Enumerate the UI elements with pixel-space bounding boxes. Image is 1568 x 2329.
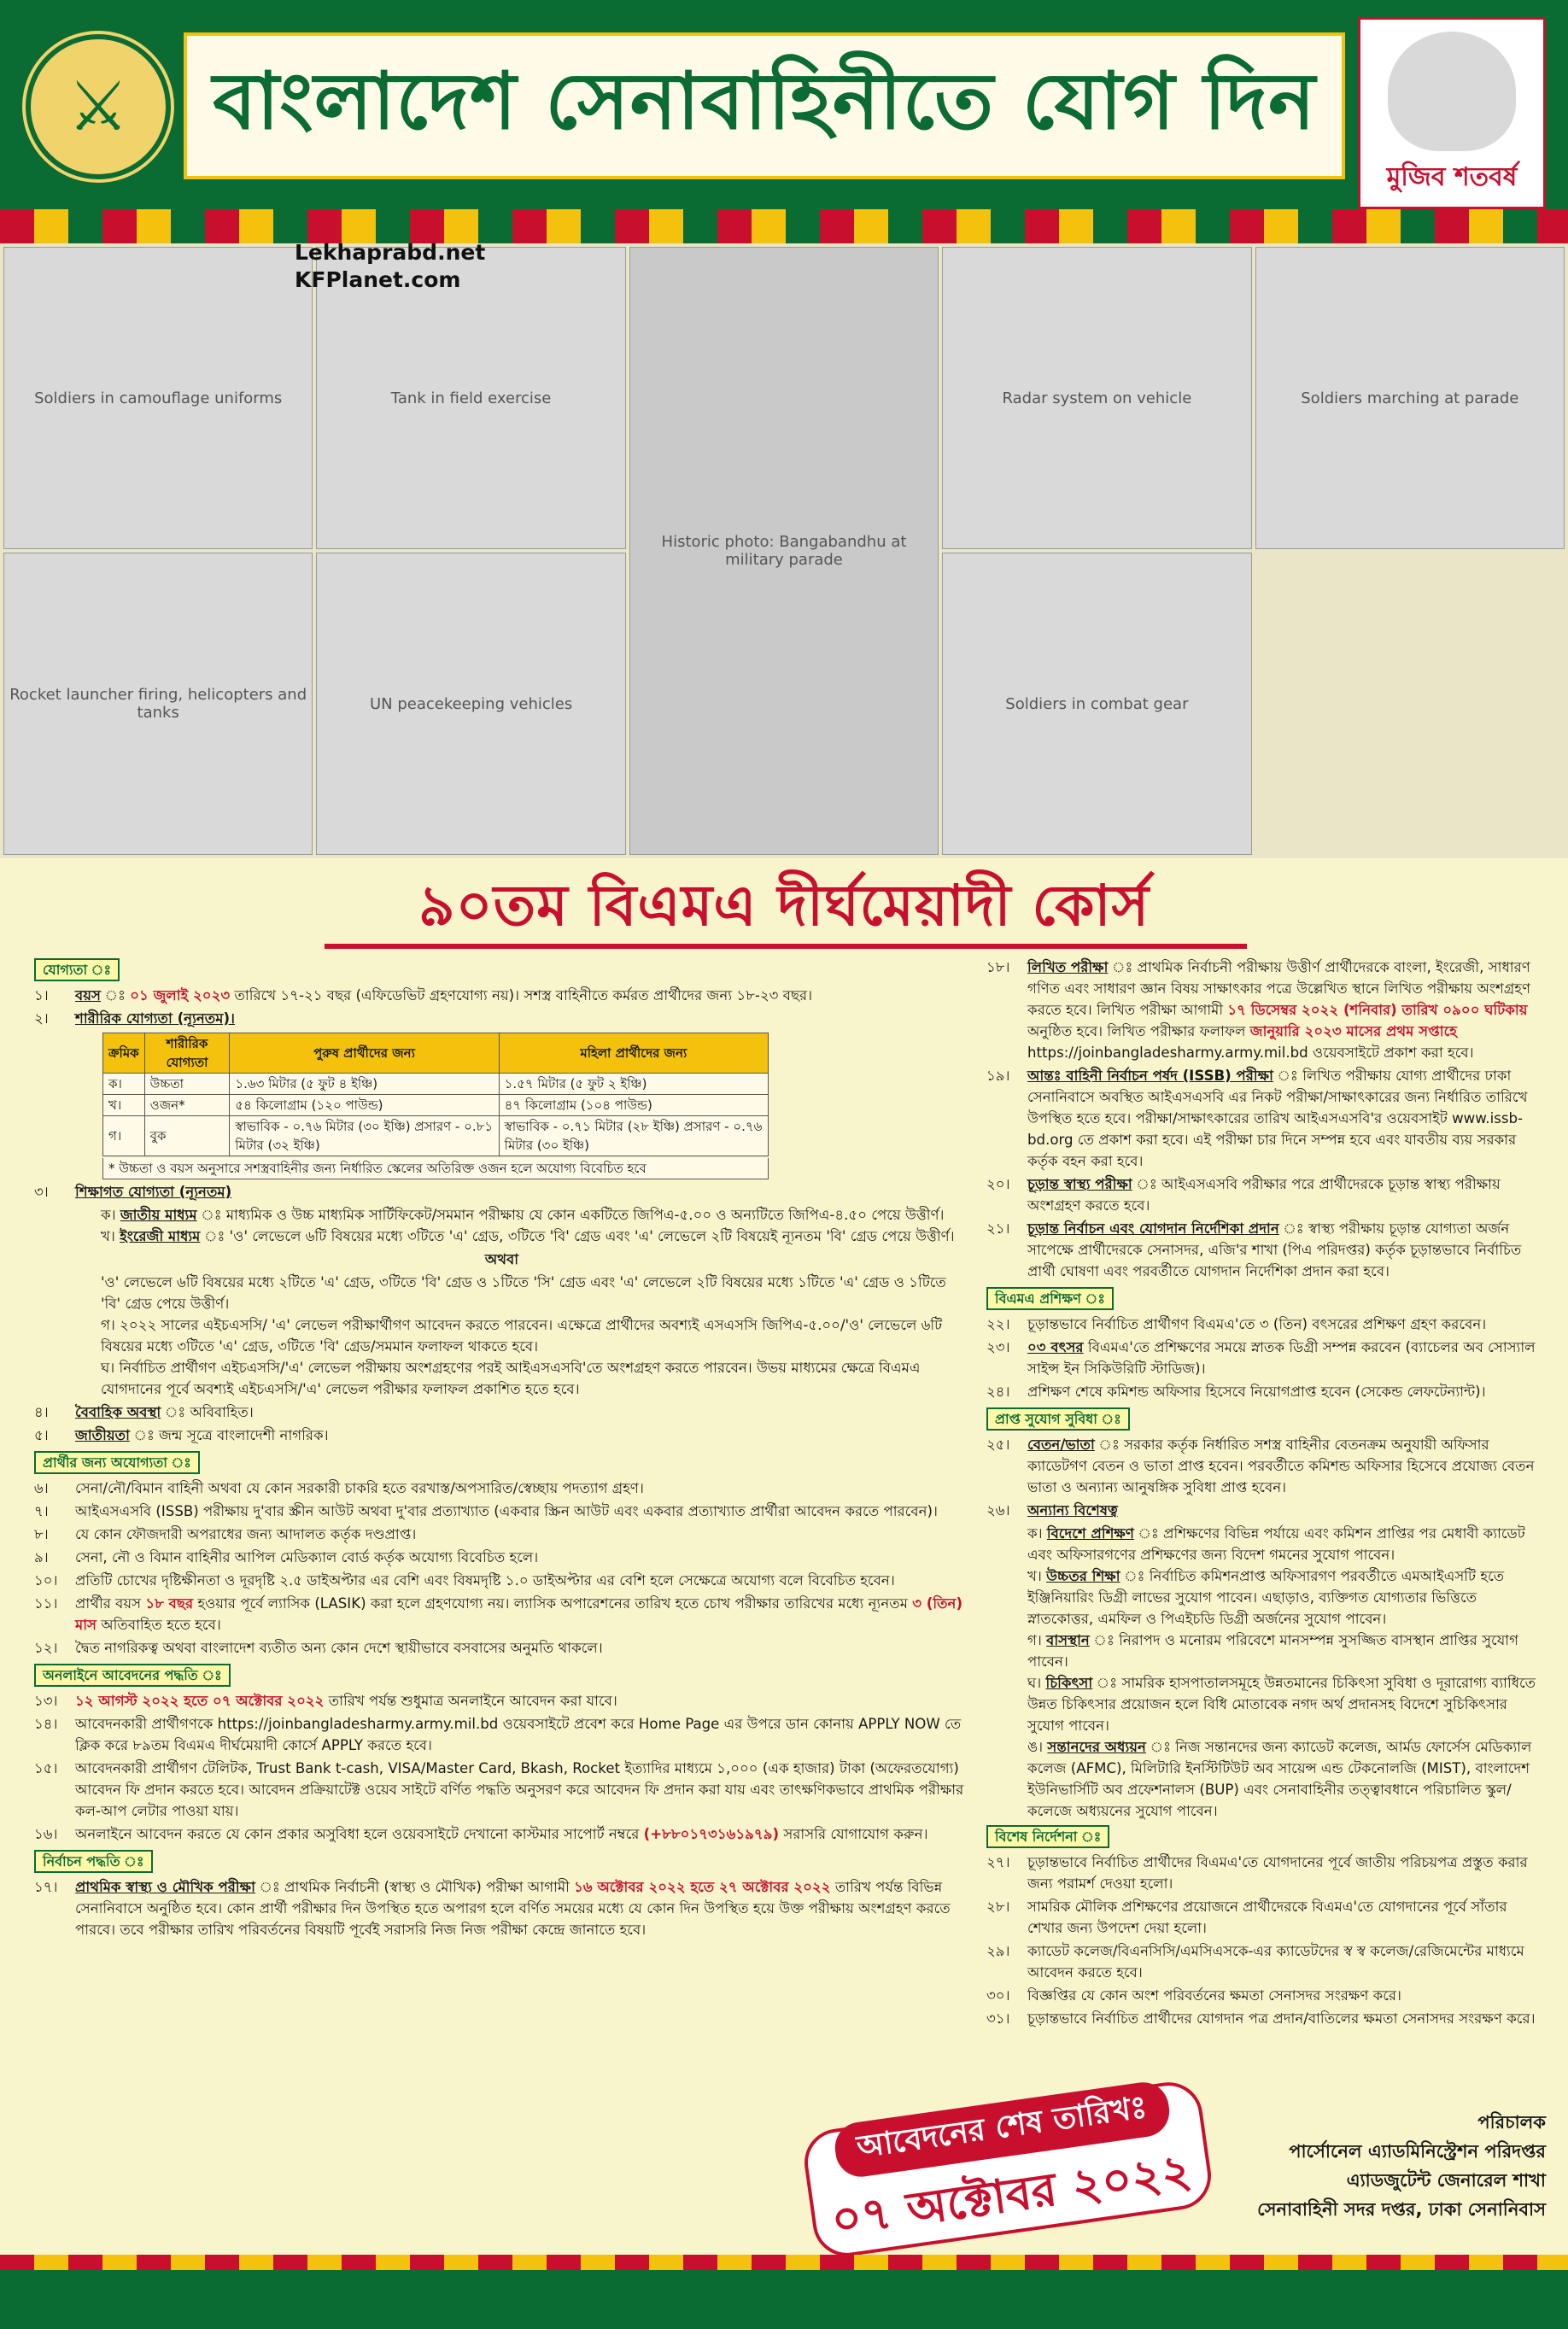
national-medium-text: মাধ্যমিক ও উচ্চ মাধ্যমিক সার্টিফিকেট/সমমান পরীক্ষায় যে কোন একটিতে জিপিএ-৫.০০ ও অন্যটিতে জিপিএ-৪.৫০ পেয়ে উত্তীর্ণ। xyxy=(225,1207,945,1223)
item-number: ২০। xyxy=(986,1176,1010,1192)
benefit-housing: গ। বাসস্থান ঃ নিরাপদ ও মনোরম পরিবেশে মানসম্পন্ন সুসজ্জিত বাসস্থান প্রাপ্তির সুযোগ পাবেন। xyxy=(1027,1632,1518,1670)
item-number: ২। xyxy=(34,1010,49,1027)
photo-caption: Radar system on vehicle xyxy=(1002,389,1192,407)
photo-caption: Tank in field exercise xyxy=(390,389,552,407)
deadline-date: ০৭ অক্টোবর ২০২২ xyxy=(828,2143,1195,2247)
education-result-note: ঘ। নির্বাচিত প্রার্থীগণ এইচএসসি/'এ' লেভেল পরীক্ষায় অংশগ্রহণের পরই আইএসএসবি'তে অংশগ্রহণ করতে পারবেন। উভয় মাধ্যমের ক্ষেত্রে বিএমএ যোগদানের পূর্বে অবশ্যই এইচএসসি/'এ' লেভেল পরীক্ষার ফলাফল প্রকাশিত হতে হবে। xyxy=(101,1360,921,1397)
section-special-instructions: বিশেষ নির্দেশনা ঃ xyxy=(986,1825,1109,1848)
list-item xyxy=(34,1401,969,1423)
medical-text: সামরিক হাসপাতালসমূহে উন্নতমানের চিকিৎসা সুবিধা ও দূরারোগ্য ব্যাধিতে উন্নত চিকিৎসার প্রয়োজন হলে বিধি মোতাবেক নগদ অর্থ প্রদানসহ বিদেশে সুচিকিৎসার সুযোগ পাবেন। xyxy=(1027,1675,1536,1734)
portrait-image xyxy=(1388,32,1516,151)
item-number: ১৮। xyxy=(986,959,1010,975)
list-item xyxy=(986,1337,1542,1379)
item-text: লিখিত পরীক্ষা ঃ প্রাথমিক নির্বাচনী পরীক্ষায় উত্তীর্ণ প্রার্থীদেরকে বাংলা, ইংরেজী, সাধারণ গণিত এবং সাধারণ জ্ঞান বিষয় সাক্ষাৎকার পত্রে উল্লেখিত স্থানে লিখিত পরীক্ষায় অংশগ্রহণ করতে হবে। লিখিত পরীক্ষা আগামী ১৭ ডিসেম্বর ২০২২ (শনিবার) তারিখ ০৯০০ ঘটিকায় অনুষ্ঠিত হবে। লিখিত পরীক্ষার ফলাফল জানুয়ারি ২০২৩ মাসের প্রথম সপ্তাহে https://joinbangladesharmy.army.mil.bd ওয়েবসাইটে প্রকাশ করা হবে। xyxy=(1027,959,1530,1061)
marital-text: অবিবাহিত। xyxy=(190,1404,254,1420)
list-item xyxy=(986,1896,1542,1939)
item-text xyxy=(75,1823,969,1845)
item-number: ৩। xyxy=(34,1184,49,1200)
item-text: চূড়ান্তভাবে নির্বাচিত প্রার্থীদের বিএমএ'তে যোগদানের পূর্বে জাতীয় পরিচয়পত্র প্রস্তুত করার জন্য পরামর্শ দেওয়া হলো। xyxy=(1027,1854,1528,1892)
table-row xyxy=(103,1095,769,1116)
item-text: জাতীয়তা ঃ জন্ম সূত্রে বাংলাদেশী নাগরিক। xyxy=(75,1427,329,1443)
item-number: ৩১। xyxy=(986,2010,1010,2027)
photo-artillery xyxy=(3,553,313,855)
issb-text: লিখিত পরীক্ষায় যোগ্য প্রার্থীদের ঢাকা সেনানিবাসে অবস্থিত আইএসএসবি এর নিকট পরীক্ষা/সাক্ষাৎকারের জন্য নির্ধারিত তারিখে উপস্থিত হতে হবে। পরীক্ষা/সাক্ষাৎকারের তারিখ আইএসএসবি'র ওয়েবসাইট www.issb-bd.org তে প্রকাশ করা হবে। এই পরীক্ষা চার দিনে সম্পন্ন হবে এবং যাবতীয় ব্যয় সরকার কর্তৃক বহন করা হবে। xyxy=(1027,1068,1528,1169)
table-header-row xyxy=(103,1033,769,1074)
list-item xyxy=(34,1524,969,1545)
national-medium-label: জাতীয় মাধ্যম xyxy=(120,1207,197,1223)
item-number: ১৪। xyxy=(34,1716,58,1732)
table-cell: স্বাভাবিক - ০.৭৬ মিটার (৩০ ইঞ্চি) প্রসারণ - ০.৮১ মিটার (৩২ ইঞ্চি) xyxy=(230,1116,499,1156)
list-item xyxy=(34,1593,969,1636)
list-item xyxy=(34,1425,969,1446)
right-column xyxy=(986,955,1542,2031)
army-emblem-icon: ⚔ xyxy=(26,34,171,179)
item-number: ২৮। xyxy=(986,1899,1010,1915)
item-number: ২৭। xyxy=(986,1854,1010,1870)
item-number: ১০। xyxy=(34,1572,58,1589)
higher-education-text: নির্বাচিত কমিশনপ্রাপ্ত অফিসারগণ পরবর্তীতে এমআইএসটি হতে ইঞ্জিনিয়ারিং ডিগ্রী লাভের সুযোগ পাবেন। এছাড়াও, ব্যক্তিগত যোগ্যতার ভিত্তিতে স্নাতকোত্তর, এমফিল ও পিএইচডি ডিগ্রী অর্জনের সুযোগ পাবেন। xyxy=(1027,1568,1505,1627)
item-number: ১। xyxy=(34,987,49,1004)
item-text: ক্যাডেট কলেজ/বিএনসিসি/এমসিএসকে-এর ক্যাডেটদের স্ব স্ব কলেজ/রেজিমেন্টের মাধ্যমে আবেদন করতে হবে। xyxy=(1027,1943,1524,1981)
children-education-text: নিজ সন্তানদের জন্য ক্যাডেট কলেজ, আর্মড ফোর্সেস মেডিক্যাল কলেজ (AFMC), মিলিটারি ইনস্টিটিউট অব সায়েন্স এন্ড টেকনোলজি (MIST), বাংলাদেশ ইউনিভার্সিটি অব প্রফেশনালস (BUP) এবং সেনাবাহিনীর তত্ত্বাবধানে পরিচালিত স্কুল/কলেজে অধ্যয়নের সুযোগ পাবেন। xyxy=(1027,1739,1532,1819)
list-item xyxy=(34,1181,969,1203)
list-item xyxy=(34,985,969,1006)
course-title-underline xyxy=(325,944,1247,949)
application-period-text: তারিখ পর্যন্ত শুধুমাত্র অনলাইনে আবেদন করা যাবে। xyxy=(328,1693,617,1709)
nationality-label: জাতীয়তা xyxy=(75,1427,130,1443)
list-item xyxy=(986,1065,1542,1172)
item-number: ৬। xyxy=(34,1480,49,1496)
table-cell: ৫৪ কিলোগ্রাম (১২০ পাউন্ড) xyxy=(230,1095,499,1116)
item-text: চূড়ান্তভাবে নির্বাচিত প্রার্থীগণ বিএমএ'তে ৩ (তিন) বৎসরের প্রশিক্ষণ গ্রহণ করবেন। xyxy=(1027,1316,1487,1332)
support-text-1: অনলাইনে আবেদন করতে যে কোন প্রকার অসুবিধা হলে ওয়েবসাইটে দেখানো কাস্টমার সাপোর্ট নম্বরে xyxy=(75,1826,640,1842)
item-number: ৩০। xyxy=(986,1987,1010,2004)
lasik-months: ৩ (তিন) মাস xyxy=(75,1595,963,1633)
issb-label: আন্তঃ বাহিনী নির্বাচন পর্ষদ (ISSB) পরীক্ষা xyxy=(1027,1068,1273,1084)
list-item xyxy=(986,1500,1542,1521)
list-item xyxy=(34,1637,969,1659)
education-label: শিক্ষাগত যোগ্যতা (ন্যূনতম) xyxy=(75,1184,232,1200)
item-text: বেতন/ভাতা ঃ সরকার কর্তৃক নির্ধারিত সশস্ত্র বাহিনীর বেতনক্রম অনুযায়ী অফিসার ক্যাডেটগণ বেতন ও ভাতা প্রাপ্ত হবেন। পরবর্তীতে কমিশন্ড অফিসার হিসেবে প্রযোজ্য বেতন ভাতা ও অন্যান্য আনুষঙ্গিক সুবিধা প্রাপ্ত হবেন। xyxy=(1027,1437,1535,1495)
photo-soldiers xyxy=(3,247,313,549)
table-cell: স্বাভাবিক - ০.৭১ মিটার (২৮ ইঞ্চি) প্রসারণ - ০.৭৬ মিটার (৩০ ইঞ্চি) xyxy=(499,1116,768,1156)
item-text: বৈবাহিক অবস্থা ঃ অবিবাহিত। xyxy=(75,1404,254,1420)
item-number: ২৩। xyxy=(986,1339,1010,1355)
item-number: ৪। xyxy=(34,1404,49,1420)
list-item xyxy=(986,1940,1542,1983)
item-text xyxy=(1027,1337,1542,1379)
photo-combat xyxy=(942,553,1251,855)
deadline-label: আবেদনের শেষ তারিখঃ xyxy=(832,2079,1173,2180)
written-exam-text-1: প্রাথমিক নির্বাচনী পরীক্ষায় উত্তীর্ণ প্রার্থীদেরকে বাংলা, ইংরেজী, সাধারণ গণিত এবং সাধারণ জ্ঞান বিষয় সাক্ষাৎকার পত্রে উল্লেখিত স্থানে লিখিত পরীক্ষায় অংশগ্রহণ করতে হবে। লিখিত পরীক্ষা আগামী xyxy=(1027,959,1530,1018)
section-benefits: প্রাপ্ত সুযোগ সুবিধা ঃ xyxy=(986,1407,1130,1431)
written-result-date: জানুয়ারি ২০২৩ মাসের প্রথম সপ্তাহে xyxy=(1249,1023,1457,1039)
training-text: বিএমএ'তে প্রশিক্ষণের সময়ে স্নাতক ডিগ্রী সম্পন্ন করবেন (ব্যাচেলর অব সোস্যাল সাইন্স ইন সিকিউরিটি স্টাডিজ)। xyxy=(1027,1339,1536,1377)
item-number: ১২। xyxy=(34,1640,58,1656)
item-text: আইএসএসবি (ISSB) পরীক্ষায় দু'বার স্ক্রীন আউট অথবা দু'বার প্রত্যাখ্যাত (একবার স্ক্রিন আউট এবং একবার প্রত্যাখ্যাত প্রার্থীরা আবেদন করতে পারবেন)। xyxy=(75,1503,938,1519)
item-text: বিজ্ঞপ্তির যে কোন অংশ পরিবর্তনের ক্ষমতা সেনাসদর সংরক্ষণ করে। xyxy=(1027,1987,1401,2004)
item-number: ৭। xyxy=(34,1503,49,1519)
age-text: তারিখে ১৭-২১ বছর (এফিডেভিট গ্রহণযোগ্য নয়)। সশস্ত্র বাহিনীতে কর্মরত প্রার্থীদের জন্য ১৮-২৩ বছর। xyxy=(234,987,813,1004)
physical-requirements-table xyxy=(102,1033,769,1156)
lasik-age: ১৮ বছর xyxy=(145,1595,194,1612)
item-number: ১৫। xyxy=(34,1760,58,1776)
footer-stripe xyxy=(0,2255,1568,2329)
item-text: আবেদনকারী প্রার্থীগণ টেলিটক, Trust Bank t-cash, VISA/Master Card, Bkash, Rocket ইত্যাদির মাধ্যমে ১,০০০ (এক হাজার) টাকা (অফেরতযোগ্য) আবেদন ফি প্রদান করতে হবে। আবেদন প্রক্রিয়াটেক্ট ওয়েব সাইটে বর্ণিত পদ্ধতি অনুসরণ করে আবেদন ফি প্রদান করা যায় এবং তাৎক্ষণিকভাবে প্রাথমিক পরীক্ষার কল-আপ লেটার পাওয়া যায়। xyxy=(75,1760,964,1819)
left-column xyxy=(34,955,969,1942)
item-text: প্রাথমিক স্বাস্থ্য ও মৌখিক পরীক্ষা ঃ প্রাথমিক নির্বাচনী (স্বাস্থ্য ও মৌখিক) পরীক্ষা আগামী ১৬ অক্টোবর ২০২২ হতে ২৭ অক্টোবর ২০২২ তারিখ পর্যন্ত বিভিন্ন সেনানিবাসে অনুষ্ঠিত হবে। কোন প্রার্থী পরীক্ষার দিন উপস্থিত হতে অপারগ হলে বর্ণিত সময়ের মধ্যে যে কোন দিন উপস্থিত হয়ে উক্ত পরীক্ষায় অংশগ্রহণ করতে পারবে। তবে পরীক্ষার তারিখ পরিবর্তনের বিষয়টি পূর্বেই সরাসরি নিজ নিজ পরীক্ষা কেন্দ্রে জানাতে হবে। xyxy=(75,1879,951,1938)
medical-label: চিকিৎসা xyxy=(1045,1675,1093,1691)
table-row xyxy=(103,1116,769,1156)
item-number: ২৪। xyxy=(986,1384,1010,1400)
final-medical-label: চূড়ান্ত স্বাস্থ্য পরীক্ষা xyxy=(1027,1176,1132,1192)
preliminary-exam-text-1: প্রাথমিক নির্বাচনী (স্বাস্থ্য ও মৌখিক) পরীক্ষা আগামী xyxy=(284,1879,570,1895)
header-title-box xyxy=(184,32,1345,179)
benefit-higher-education: খ। উচ্চতর শিক্ষা ঃ নির্বাচিত কমিশনপ্রাপ্ত অফিসারগণ পরবর্তীতে এমআইএসটি হতে ইঞ্জিনিয়ারিং ডিগ্রী লাভের সুযোগ পাবেন। এছাড়াও, ব্যক্তিগত যোগ্যতার ভিত্তিতে স্নাতকোত্তর, এমফিল ও পিএইচডি ডিগ্রী অর্জনের সুযোগ পাবেন। xyxy=(1027,1568,1505,1627)
list-item xyxy=(986,1852,1542,1894)
item-number: ২৬। xyxy=(986,1502,1010,1519)
item-number: ২২। xyxy=(986,1316,1010,1332)
table-header: শারীরিক যোগ্যতা xyxy=(144,1033,230,1074)
item-text: প্রশিক্ষণ শেষে কমিশন্ড অফিসার হিসেবে নিয়োগপ্রাপ্ত হবেন (সেকেন্ড লেফটেন্যান্ট)। xyxy=(1027,1384,1486,1400)
item-text: বয়স ঃ ০১ জুলাই ২০২৩ তারিখে ১৭-২১ বছর (এফিডেভিট গ্রহণযোগ্য নয়)। সশস্ত্র বাহিনীতে কর্মরত প্রার্থীদের জন্য ১৮-২৩ বছর। xyxy=(75,987,813,1004)
photo-un-vehicles xyxy=(316,553,625,855)
preliminary-exam-text-2: তারিখ পর্যন্ত বিভিন্ন সেনানিবাসে অনুষ্ঠিত হবে। কোন প্রার্থী পরীক্ষার দিন উপস্থিত হতে অপারগ হলে বর্ণিত সময়ের মধ্যে যে কোন দিন উপস্থিত হয়ে উক্ত পরীক্ষায় অংশগ্রহণ করতে পারবে। তবে পরীক্ষার তারিখ পরিবর্তনের বিষয়টি পূর্বেই সরাসরি নিজ নিজ পরীক্ষা কেন্দ্রে জানাতে হবে। xyxy=(75,1879,951,1938)
table-cell: ১.৫৭ মিটার (৫ ফুট ২ ইঞ্চি) xyxy=(499,1074,768,1095)
preliminary-exam-dates: ১৬ অক্টোবর ২০২২ হতে ২৭ অক্টোবর ২০২২ xyxy=(574,1879,831,1895)
or-divider: অথবা xyxy=(484,1251,519,1267)
final-selection-label: চূড়ান্ত নির্বাচন এবং যোগদান নির্দেশিকা প্রদান xyxy=(1027,1220,1279,1237)
item-text: চূড়ান্ত স্বাস্থ্য পরীক্ষা ঃ আইএসএসবি পরীক্ষার পরে প্রার্থীদেরকে চূড়ান্ত স্বাস্থ্য পরীক্ষায় অংশগ্রহণ করতে হবে। xyxy=(1027,1176,1501,1214)
item-text: সামরিক মৌলিক প্রশিক্ষণের প্রয়োজনে প্রার্থীদেরকে বিএমএ'তে যোগদানের পূর্বে সাঁতার শেখার জন্য উপদেশ দেয়া হলো। xyxy=(1027,1899,1507,1936)
list-item xyxy=(986,1434,1542,1498)
list-item xyxy=(34,1478,969,1499)
table-cell: ক। xyxy=(103,1074,145,1095)
table-cell: গ। xyxy=(103,1116,145,1156)
item-text: যে কোন ফৌজদারী অপরাধের জন্য আদালত কর্তৃক দণ্ডপ্রাপ্ত। xyxy=(75,1526,417,1542)
item-text: প্রতিটি চোখের দৃষ্টিক্ষীনতা ও দূরদৃষ্টি ২.৫ ডাইঅপ্টার এর বেশি এবং বিষমদৃষ্টি ১.০ ডাইঅপ্টার এর বেশি হলে সেক্ষেত্রে অযোগ্য বলে বিবেচিত হবেন। xyxy=(75,1572,895,1589)
item-text: চূড়ান্তভাবে নির্বাচিত প্রার্থীদের যোগদান পত্র প্রদান/বাতিলের ক্ষমতা সেনাসদর সংরক্ষণ করে। xyxy=(1027,2010,1536,2027)
table-header: মহিলা প্রার্থীদের জন্য xyxy=(499,1033,768,1074)
photo-caption: Soldiers in camouflage uniforms xyxy=(34,389,283,407)
signer-directorate: পার্সোনেল এ্যাডমিনিস্ট্রেশন পরিদপ্তর xyxy=(1289,2141,1546,2162)
course-title: ৯০তম বিএমএ দীর্ঘমেয়াদী কোর্স xyxy=(418,872,1150,939)
other-features-label: অন্যান্য বিশেষত্ব xyxy=(1027,1502,1118,1519)
housing-text: নিরাপদ ও মনোরম পরিবেশে মানসম্পন্ন সুসজ্জিত বাসস্থান প্রাপ্তির সুযোগ পাবেন। xyxy=(1027,1632,1518,1670)
table-header: পুরুষ প্রার্থীদের জন্য xyxy=(230,1033,499,1074)
written-exam-text-3: https://joinbangladesharmy.army.mil.bd ওয়েবসাইটে প্রকাশ করা হবে। xyxy=(1027,1045,1474,1061)
item-number: ৮। xyxy=(34,1526,49,1542)
marital-label: বৈবাহিক অবস্থা xyxy=(75,1404,161,1420)
signer-title: পরিচালক xyxy=(1477,2112,1546,2133)
children-education-label: সন্তানদের অধ্যয়ন xyxy=(1047,1739,1146,1755)
written-exam-date: ১৭ ডিসেম্বর ২০২২ (শনিবার) তারিখ ০৯০০ ঘটিকায় xyxy=(1227,1002,1528,1018)
age-label: বয়স xyxy=(75,987,101,1004)
support-phone: (+৮৮০১৭৩১৬১৯৭৯) xyxy=(643,1826,780,1842)
hsc-candidates-text: ২০২২ সালের এইচএসসি/ 'এ' লেভেল পরীক্ষার্থীগণ আবেদন করতে পারবেন। এক্ষেত্রে প্রার্থীদের অবশ্যই এসএসসি জিপিএ-৫.০০/'ও' লেভেলে ৬টি বিষয়ের মধ্যে ৩টিতে 'এ' গ্রেড, ৩টিতে 'বি' গ্রেড/সমমান ফলাফল থাকতে হবে। xyxy=(101,1317,943,1355)
training-years: ০৩ বৎসর xyxy=(1027,1339,1084,1355)
written-exam-text-2: অনুষ্ঠিত হবে। লিখিত পরীক্ষার ফলাফল xyxy=(1027,1023,1246,1039)
list-item xyxy=(986,957,1542,1063)
list-item xyxy=(34,1501,969,1522)
item-text: দ্বৈত নাগরিকত্ব অথবা বাংলাদেশ ব্যতীত অন্য কোন দেশে স্থায়ীভাবে বসবাসের অনুমতি থাকলে। xyxy=(75,1640,603,1656)
section-bma-training: বিএমএ প্রশিক্ষণ ঃ xyxy=(986,1287,1114,1310)
section-eligibility: যোগ্যতা ঃ xyxy=(34,958,120,981)
final-medical-text: আইএসএসবি পরীক্ষার পরে প্রার্থীদেরকে চূড়ান্ত স্বাস্থ্য পরীক্ষায় অংশগ্রহণ করতে হবে। xyxy=(1027,1176,1501,1214)
application-period: ১২ আগস্ট ২০২২ হতে ০৭ অক্টোবর ২০২২ xyxy=(75,1693,325,1709)
photo-caption: Soldiers in combat gear xyxy=(1005,694,1189,713)
item-number: ২১। xyxy=(986,1220,1010,1237)
lasik-text-3: অতিবাহিত হতে হবে। xyxy=(101,1617,221,1633)
housing-label: বাসস্থান xyxy=(1046,1632,1090,1648)
section-disqualification: প্রার্থীর জন্য অযোগ্যতা ঃ xyxy=(34,1451,200,1474)
item-number: ১৯। xyxy=(986,1068,1010,1084)
list-item xyxy=(34,1008,969,1029)
signer-branch: এ্যাডজুটেন্ট জেনারেল শাখা xyxy=(1346,2170,1546,2191)
table-cell: ৪৭ কিলোগ্রাম (১০৪ পাউন্ড) xyxy=(499,1095,768,1116)
list-item xyxy=(34,1713,969,1756)
education-national: ক। জাতীয় মাধ্যম ঃ মাধ্যমিক ও উচ্চ মাধ্যমিক সার্টিফিকেট/সমমান পরীক্ষায় যে কোন একটিতে জিপিএ-৫.০০ ও অন্যটিতে জিপিএ-৪.৫০ পেয়ে উত্তীর্ণ। xyxy=(101,1207,945,1223)
age-date: ০১ জুলাই ২০২৩ xyxy=(130,987,231,1004)
benefit-children-education: ঙ। সন্তানদের অধ্যয়ন ঃ নিজ সন্তানদের জন্য ক্যাডেট কলেজ, আর্মড ফোর্সেস মেডিক্যাল কলেজ (AFMC), মিলিটারি ইনস্টিটিউট অব সায়েন্স এন্ড টেকনোলজি (MIST), বাংলাদেশ ইউনিভার্সিটি অব প্রফেশনালস (BUP) এবং সেনাবাহিনীর তত্ত্বাবধানে পরিচালিত স্কুল/কলেজে অধ্যয়নের সুযোগ পাবেন। xyxy=(1027,1739,1532,1819)
item-text: সেনা/নৌ/বিমান বাহিনী অথবা যে কোন সরকারী চাকরি হতে বরখাস্ত/অপসারিত/স্বেচ্ছায় পদত্যাগ গ্রহণ। xyxy=(75,1480,644,1496)
foreign-training-text: প্রশিক্ষণের বিভিন্ন পর্যায়ে এবং কমিশন প্রাপ্তির পর মেধাবী ক্যাডেট এবং অফিসারগণের প্রশিক্ষণের জন্য বিদেশ গমনের সুযোগ পাবেন। xyxy=(1027,1525,1525,1563)
mujib-borsho-logo xyxy=(1358,17,1546,209)
table-cell: ১.৬৩ মিটার (৫ ফুট ৪ ইঞ্চি) xyxy=(230,1074,499,1095)
list-item xyxy=(34,1570,969,1591)
item-text: আবেদনকারী প্রার্থীগণকে https://joinbangladesharmy.army.mil.bd ওয়েবসাইটে প্রবেশ করে Home Page এর উপরে ডান কোনায় APPLY NOW তে ক্লিক করে ৮৯তম বিএমএ দীর্ঘমেয়াদী কোর্সে APPLY করতে হবে। xyxy=(75,1716,962,1753)
education-english: খ। ইংরেজী মাধ্যম ঃ 'ও' লেভেলে ৬টি বিষয়ের মধ্যে ৩টিতে 'এ' গ্রেড, ৩টিতে 'বি' গ্রেড এবং 'এ' লেভেলে ২টি বিষয়েই ন্যূনতম 'বি' গ্রেড পেয়ে উত্তীর্ণ। xyxy=(101,1228,955,1244)
item-text: সেনা, নৌ ও বিমান বাহিনীর আপিল মেডিক্যাল বোর্ড কর্তৃক অযোগ্য বিবেচিত হলে। xyxy=(75,1549,539,1565)
support-text-2: সরাসরি যোগাযোগ করুন। xyxy=(783,1826,928,1842)
written-exam-label: লিখিত পরীক্ষা xyxy=(1027,959,1109,975)
english-medium-text: 'ও' লেভেলে ৬টি বিষয়ের মধ্যে ৩টিতে 'এ' গ্রেড, ৩টিতে 'বি' গ্রেড এবং 'এ' লেভেলে ২টি বিষয়েই ন্যূনতম 'বি' গ্রেড পেয়ে উত্তীর্ণ। xyxy=(229,1228,955,1244)
list-item xyxy=(34,1823,969,1845)
list-item xyxy=(34,1876,969,1940)
lasik-text-1: প্রার্থীর বয়স xyxy=(75,1595,142,1612)
lasik-text-2: হওয়ার পূর্বে ল্যাসিক (LASIK) করা হলে গ্রহণযোগ্য নয়। ল্যাসিক অপারেশনের তারিখ হতে চোখ পরীক্ষার তারিখের মধ্যে ন্যূনতম xyxy=(197,1595,908,1612)
table-cell: উচ্চতা xyxy=(144,1074,230,1095)
item-text xyxy=(75,1593,969,1636)
watermark-line-1: Lekhaprabd.net xyxy=(295,240,486,265)
page-title: বাংলাদেশ সেনাবাহিনীতে যোগ দিন xyxy=(213,55,1316,147)
signer-hq: সেনাবাহিনী সদর দপ্তর, ঢাকা সেনানিবাস xyxy=(1257,2199,1546,2220)
salary-text: সরকার কর্তৃক নির্ধারিত সশস্ত্র বাহিনীর বেতনক্রম অনুযায়ী অফিসার ক্যাডেটগণ বেতন ও ভাতা প্রাপ্ত হবেন। পরবর্তীতে কমিশন্ড অফিসার হিসেবে প্রযোজ্য বেতন ভাতা ও অন্যান্য আনুষঙ্গিক সুবিধা প্রাপ্ত হবেন। xyxy=(1027,1437,1535,1495)
item-number: ১৬। xyxy=(34,1826,58,1842)
photo-historic xyxy=(629,247,939,855)
photo-parade xyxy=(1255,247,1565,549)
table-cell: বুক xyxy=(144,1116,230,1156)
item-number: ৯। xyxy=(34,1549,49,1565)
photo-caption: UN peacekeeping vehicles xyxy=(369,694,573,713)
section-online-application: অনলাইনে আবেদনের পদ্ধতি ঃ xyxy=(34,1664,231,1687)
item-number: ১৩। xyxy=(34,1693,58,1709)
section-selection-process: নির্বাচন পদ্ধতি ঃ xyxy=(34,1850,153,1873)
english-medium-label: ইংরেজী মাধ্যম xyxy=(120,1228,201,1244)
table-cell: খ। xyxy=(103,1095,145,1116)
list-item xyxy=(34,1758,969,1822)
item-number: ১১। xyxy=(34,1595,58,1612)
foreign-training-label: বিদেশে প্রশিক্ষণ xyxy=(1046,1525,1134,1542)
list-item xyxy=(986,1314,1542,1335)
decorative-stripe xyxy=(0,209,1568,243)
table-header: ক্রমিক xyxy=(103,1033,145,1074)
nationality-text: জন্ম সূত্রে বাংলাদেশী নাগরিক। xyxy=(159,1427,329,1443)
list-item xyxy=(986,1173,1542,1216)
photo-collage xyxy=(0,243,1568,858)
watermark-line-2: KFPlanet.com xyxy=(295,267,461,292)
signature-block xyxy=(1221,2108,1546,2224)
item-number: ২৯। xyxy=(986,1943,1010,1959)
benefit-foreign-training: ক। বিদেশে প্রশিক্ষণ ঃ প্রশিক্ষণের বিভিন্ন পর্যায়ে এবং কমিশন প্রাপ্তির পর মেধাবী ক্যাডেট এবং অফিসারগণের প্রশিক্ষণের জন্য বিদেশ গমনের সুযোগ পাবেন। xyxy=(1027,1525,1525,1563)
physical-label: শারীরিক যোগ্যতা (ন্যূনতম)। xyxy=(75,1010,235,1027)
benefit-medical: ঘ। চিকিৎসা ঃ সামরিক হাসপাতালসমূহে উন্নতমানের চিকিৎসা সুবিধা ও দূরারোগ্য ব্যাধিতে উন্নত চিকিৎসার প্রয়োজন হলে বিধি মোতাবেক নগদ অর্থ প্রদানসহ বিদেশে সুচিকিৎসার সুযোগ পাবেন। xyxy=(1027,1675,1536,1734)
table-cell: ওজন* xyxy=(144,1095,230,1116)
list-item xyxy=(986,1985,1542,2006)
list-item xyxy=(986,2008,1542,2029)
item-text: আন্তঃ বাহিনী নির্বাচন পর্ষদ (ISSB) পরীক্ষা ঃ লিখিত পরীক্ষায় যোগ্য প্রার্থীদের ঢাকা সেনানিবাসে অবস্থিত আইএসএসবি এর নিকট পরীক্ষা/সাক্ষাৎকারের জন্য নির্ধারিত তারিখে উপস্থিত হতে হবে। পরীক্ষা/সাক্ষাৎকারের তারিখ আইএসএসবি'র ওয়েবসাইট www.issb-bd.org তে প্রকাশ করা হবে। এই পরীক্ষা চার দিনে সম্পন্ন হবে এবং যাবতীয় ব্যয় সরকার কর্তৃক বহন করা হবে। xyxy=(1027,1068,1528,1169)
list-item xyxy=(34,1690,969,1712)
item-number: ৫। xyxy=(34,1427,49,1443)
photo-caption: Historic photo: Bangabandhu at military parade xyxy=(661,533,907,569)
item-text xyxy=(75,1690,969,1712)
photo-radar xyxy=(942,247,1251,549)
list-item xyxy=(986,1218,1542,1282)
item-text: চূড়ান্ত নির্বাচন এবং যোগদান নির্দেশিকা প্রদান ঃ স্বাস্থ্য পরীক্ষায় চূড়ান্ত যোগ্যতা অর্জন সাপেক্ষে প্রার্থীদেরকে সেনাসদর, এজি'র শাখা (পিএ পরিদপ্তর) কর্তৃক চূড়ান্তভাবে নির্বাচিত প্রার্থী ঘোষণা এবং পরবর্তীতে যোগদান নির্দেশিকা প্রদান করা হবে। xyxy=(1027,1220,1522,1279)
higher-education-label: উচ্চতর শিক্ষা xyxy=(1046,1568,1120,1584)
course-heading xyxy=(0,863,1568,957)
photo-caption: Rocket launcher firing, helicopters and tanks xyxy=(9,686,307,722)
table-row xyxy=(103,1074,769,1095)
salary-label: বেতন/ভাতা xyxy=(1027,1437,1095,1453)
list-item xyxy=(34,1547,969,1568)
final-selection-text: স্বাস্থ্য পরীক্ষায় চূড়ান্ত যোগ্যতা অর্জন সাপেক্ষে প্রার্থীদেরকে সেনাসদর, এজি'র শাখা (পিএ পরিদপ্তর) কর্তৃক চূড়ান্তভাবে নির্বাচিত প্রার্থী ঘোষণা এবং পরবর্তীতে যোগদান নির্দেশিকা প্রদান করা হবে। xyxy=(1027,1220,1522,1279)
list-item xyxy=(986,1381,1542,1402)
mujib-logo-label: মুজিব শতবর্ষ xyxy=(1386,162,1518,192)
item-number: ২৫। xyxy=(986,1437,1010,1453)
table-note: * উচ্চতা ও বয়স অনুসারে সশস্ত্রবাহিনীর জন্য নির্ধারিত স্কেলের অতিরিক্ত ওজন হলে অযোগ্য বিবেচিত হবে xyxy=(102,1158,769,1179)
watermark xyxy=(295,239,485,294)
preliminary-exam-label: প্রাথমিক স্বাস্থ্য ও মৌখিক পরীক্ষা xyxy=(75,1879,255,1895)
education-hsc-candidates: গ। ২০২২ সালের এইচএসসি/ 'এ' লেভেল পরীক্ষার্থীগণ আবেদন করতে পারবেন। এক্ষেত্রে প্রার্থীদের অবশ্যই এসএসসি জিপিএ-৫.০০/'ও' লেভেলে ৬টি বিষয়ের মধ্যে ৩টিতে 'এ' গ্রেড, ৩টিতে 'বি' গ্রেড/সমমান ফলাফল থাকতে হবে। xyxy=(101,1317,943,1355)
item-number: ১৭। xyxy=(34,1879,58,1895)
result-note-text: নির্বাচিত প্রার্থীগণ এইচএসসি/'এ' লেভেল পরীক্ষায় অংশগ্রহণের পরই আইএসএসবি'তে অংশগ্রহণ করতে পারবেন। উভয় মাধ্যমের ক্ষেত্রে বিএমএ যোগদানের পূর্বে অবশ্যই এইচএসসি/'এ' লেভেল পরীক্ষার ফলাফল প্রকাশিত হতে হবে। xyxy=(101,1360,921,1397)
english-medium-alt: 'ও' লেভেলে ৬টি বিষয়ের মধ্যে ২টিতে 'এ' গ্রেড, ৩টিতে 'বি' গ্রেড ও ১টিতে 'সি' গ্রেড এবং 'এ' লেভেলে ২টি বিষয়ের মধ্যে ১টিতে 'এ' গ্রেড ও ১টিতে 'বি' গ্রেড পেয়ে উত্তীর্ণ। xyxy=(101,1274,946,1312)
photo-caption: Soldiers marching at parade xyxy=(1301,389,1519,407)
